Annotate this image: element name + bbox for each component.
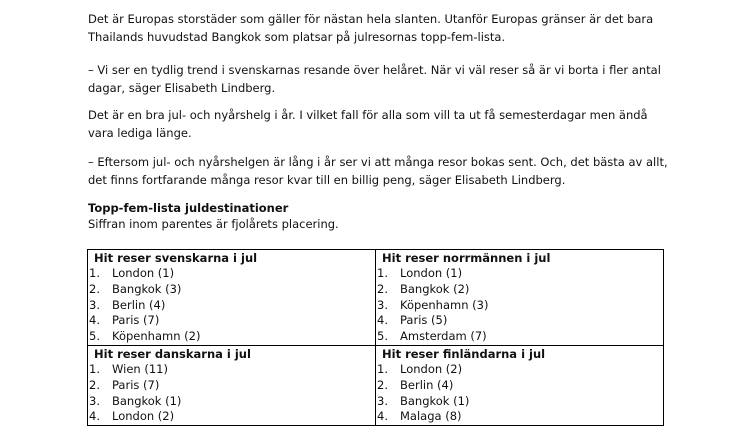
list-heading-block [88, 200, 688, 232]
list-item-text: Köpenhamn (2) [112, 329, 201, 344]
paragraph-line: Det är en bra jul- och nyårshelg i år. I vilket fall för alla som vill ta ut få semesterdagar men ändå [88, 108, 648, 122]
table-cell-finns [376, 345, 664, 425]
paragraph-line: – Eftersom jul- och nyårshelgen är lång i år ser vi att många resor bokas sent. Och, det bästa av allt, [88, 155, 668, 169]
list-item: 2. Paris (7) [89, 377, 160, 392]
list-item: 1. Wien (11) [89, 361, 168, 376]
paragraph-4 [88, 153, 688, 189]
list-item-text: Bangkok (1) [400, 393, 470, 408]
list-item: 1. London (1) [377, 266, 463, 280]
list-item-text: Bangkok (1) [112, 393, 182, 408]
list-item: 4. Malaga (8) [377, 409, 462, 424]
list-item-text: Berlin (4) [112, 297, 166, 312]
list-item-text: Malaga (8) [400, 409, 462, 424]
table-cell-danes [88, 345, 376, 425]
list-item-text: Paris (5) [400, 313, 448, 328]
cell-title: Hit reser norrmännen i jul [382, 251, 551, 265]
list-item-text: Paris (7) [112, 313, 160, 328]
table-cell-swedes [88, 250, 376, 346]
list-heading: Topp-fem-lista juldestinationer [88, 201, 289, 215]
list-item: 1. London (1) [89, 266, 175, 280]
list-item: 4. Paris (7) [89, 313, 160, 328]
list-item: 2. Bangkok (3) [89, 281, 182, 296]
cell-title: Hit reser danskarna i jul [94, 346, 251, 361]
paragraph-3 [88, 106, 688, 142]
list-item: 1. London (2) [377, 361, 463, 376]
list-item: 5. Köpenhamn (2) [89, 329, 201, 344]
list-item: 2. Bangkok (2) [377, 281, 470, 296]
list-item-text: Berlin (4) [400, 377, 454, 392]
list-item: 3. Köpenhamn (3) [377, 297, 489, 312]
list-item: 4. Paris (5) [377, 313, 448, 328]
paragraph-line: vara lediga länge. [88, 126, 192, 140]
cell-title: Hit reser svenskarna i jul [94, 251, 258, 265]
list-item-text: Wien (11) [112, 361, 168, 376]
list-item: 3. Bangkok (1) [377, 393, 470, 408]
list-item-text: Köpenhamn (3) [400, 297, 489, 312]
list-subheading: Siffran inom parentes är fjolårets placering. [88, 217, 339, 231]
list-item: 2. Berlin (4) [377, 377, 454, 392]
list-item-text: Amsterdam (7) [400, 329, 487, 344]
paragraph-line: – Vi ser en tydlig trend i svenskarnas resande över helåret. När vi väl reser så är vi borta i fler antal [88, 63, 661, 77]
table-cell-norwegians [376, 250, 664, 346]
list-item: 5. Amsterdam (7) [377, 329, 487, 344]
list-item-text: London (2) [400, 361, 463, 376]
list-item-text: London (2) [112, 409, 175, 424]
list-item-text: London (1) [400, 266, 463, 280]
paragraph-line: Det är Europas storstäder som gäller för nästan hela slanten. Utanför Europas gränser är det bara [88, 12, 654, 26]
list-item: 3. Berlin (4) [89, 297, 166, 312]
paragraph-1 [88, 10, 688, 46]
list-item-text: Bangkok (3) [112, 281, 182, 296]
list-item: 3. Bangkok (1) [89, 393, 182, 408]
table-row [88, 250, 664, 346]
paragraph-line: dagar, säger Elisabeth Lindberg. [88, 81, 276, 95]
list-item-text: Paris (7) [112, 377, 160, 392]
list-item-text: Bangkok (2) [400, 281, 470, 296]
list-item-text: London (1) [112, 266, 175, 280]
paragraph-line: det finns fortfarande många resor kvar till en billig peng, säger Elisabeth Lindberg. [88, 173, 566, 187]
paragraph-2 [88, 61, 688, 97]
table-row [88, 345, 664, 425]
cell-title: Hit reser finländarna i jul [382, 346, 546, 361]
paragraph-line: Thailands huvudstad Bangkok som platsar på julresornas topp-fem-lista. [88, 30, 506, 44]
list-item: 4. London (2) [89, 409, 175, 424]
destinations-table [87, 249, 664, 426]
